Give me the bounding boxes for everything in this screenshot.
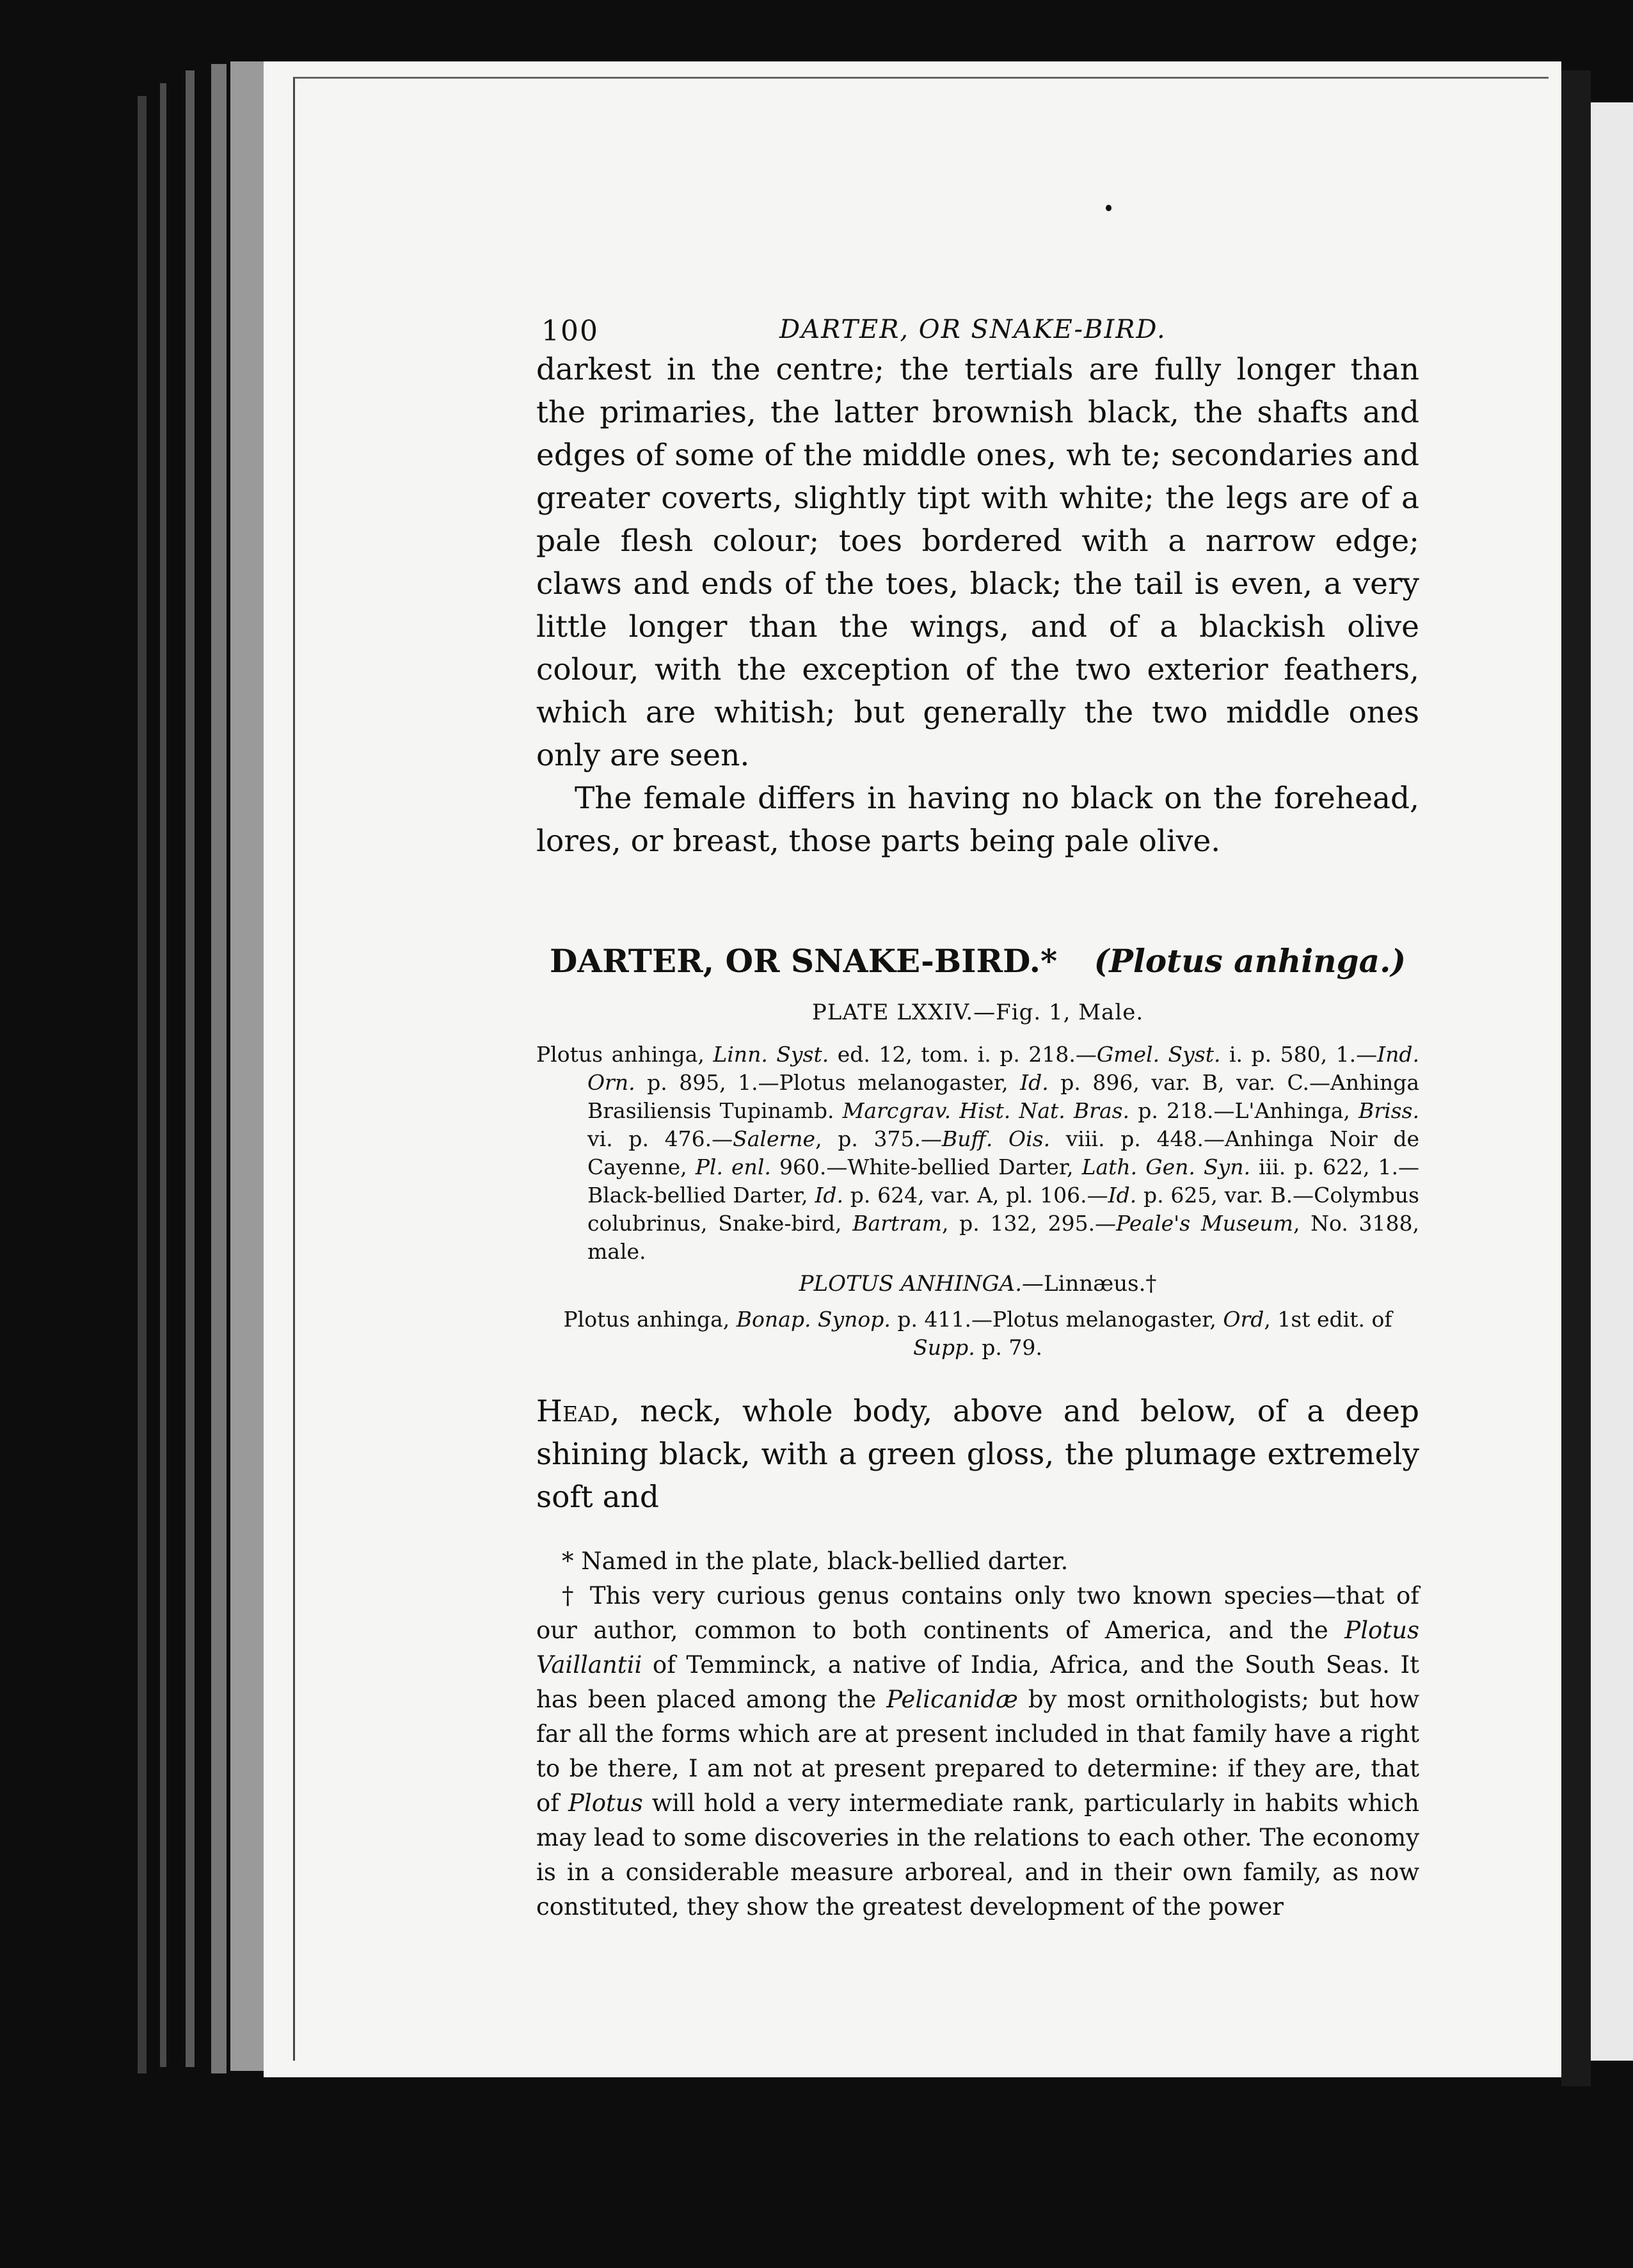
synonymy-segment: Marcgrav. Hist. Nat. Bras. [842,1098,1130,1123]
facing-page-edge [1591,102,1633,2061]
running-head [536,310,1419,348]
synonymy-segment: ed. 12, tom. i. p. 218.— [829,1042,1097,1067]
footnote-segment: Plotus Vaillantii [536,1617,1419,1679]
book-edge [160,83,166,2067]
synonymy-segment: 960.—White-bellied Darter, [770,1154,1082,1179]
continued-paragraph: darkest in the centre; the tertials are fully longer than the primaries, the latter brownish black, the shafts and edges of some of the middle ones, wh te; secondaries and greater coverts, slightly tipt with white; the legs are of a pale flesh colour; toes bordered with a narrow edge; claws and ends of the toes, black; the tail is even, a very little longer than the wings, and of a blackish olive colour, with the exception of the two exterior feathers, which are whitish; but generally the two middle ones only are seen. [536,352,1419,773]
footnote-segment: of Temminck, a native of India, Africa, and the South Seas. It has been placed among the [536,1651,1419,1713]
synonymy-segment: Id. [1020,1070,1049,1095]
plate-reference: PLATE LXXIV.—Fig. 1, Male. [811,1000,1144,1025]
synonymy-segment: Briss. [1358,1098,1419,1123]
species-subhead-name: PLOTUS ANHINGA. [799,1271,1023,1297]
synonymy-segment: iii. p. 622, 1.—Black-bellied Darter, [587,1154,1419,1208]
female-description-paragraph: The female differs in having no black on the forehead, lores, or breast, those parts being pale olive. [536,781,1419,859]
book-edge [211,64,227,2073]
synonymy-segment: p. 895, 1.—Plotus melanogaster, [635,1070,1021,1095]
synonymy-segment: i. p. 580, 1.— [1220,1042,1378,1067]
synonymy-segment: , p. 375.— [815,1126,942,1151]
description-paragraph [536,1390,1419,1519]
running-title: DARTER, OR SNAKE-BIRD. [779,315,1167,344]
synonymy2-segment: p. 79. [975,1335,1042,1360]
section-title-latin: (Plotus anhinga.) [1094,942,1406,980]
synonymy-segment: p. 218.—L'Anhinga, [1129,1098,1359,1123]
book-edge [138,96,147,2073]
synonymy2-segment: p. 411.—Plotus melanogaster, [890,1307,1223,1332]
synonymy2-segment: Plotus anhinga, [563,1307,737,1332]
synonymy-block-2 [536,1306,1419,1362]
footnote-segment: by most ornithologists; but how far all the forms which are at present included in that family have a right to be there, I am not at present prepared to determine: if they are, that of [536,1686,1419,1817]
lead-word: Head [536,1394,610,1429]
synonymy-segment: p. 896, var. B, var. C.—Anhinga Brasiliensis Tupinamb. [587,1070,1419,1123]
footnote-segment: Pelicanidæ [886,1686,1018,1713]
synonymy-segment: , p. 132, 295.— [941,1211,1117,1236]
book-edge [230,61,265,2071]
page-number: 100 [541,315,599,347]
synonymy-segment: vi. p. 476.— [587,1126,733,1151]
synonymy-segment: Ind. Orn. [587,1042,1419,1095]
synonymy-segment: , No. 3188, male. [587,1211,1419,1264]
synonymy-segment: Peale's Museum [1116,1211,1293,1236]
synonymy-segment: p. 624, var. A, pl. 106.— [843,1183,1108,1208]
synonymy-segment: Plotus anhinga, [536,1042,713,1067]
synonymy2-segment: Bonap. Synop. [736,1307,891,1332]
synonymy-segment: Buff. Ois. [942,1126,1051,1151]
species-subhead-author: —Linnæus.† [1022,1271,1157,1297]
ink-speck [1106,205,1111,211]
page-content [536,310,1419,1924]
synonymy2-segment: Ord [1223,1307,1264,1332]
species-subhead [536,1271,1419,1297]
footnote-segment: Plotus [568,1789,643,1817]
section-title-english: DARTER, OR SNAKE-BIRD.* [549,942,1058,980]
footnote-dagger [536,1579,1419,1924]
synonymy-segment: Salerne [733,1126,816,1151]
footnote-segment: * Named in the plate, black-bellied darter. [562,1547,1069,1575]
synonymy-segment: Gmel. Syst. [1096,1042,1221,1067]
section-title [536,942,1419,980]
synonymy-segment: Pl. enl. [695,1154,771,1179]
synonymy-segment: viii. p. 448.—Anhinga Noir de Cayenne, [587,1126,1420,1179]
synonymy-segment: Id. [815,1183,844,1208]
synonymy2-segment: , 1st edit. of [1264,1307,1392,1332]
book-edge [186,70,195,2067]
footnote-segment: † This very curious genus contains only two known species—that of our author, common to both continents of America, and the [536,1582,1419,1644]
gutter-shadow [1561,70,1591,2086]
synonymy-block [536,1041,1419,1266]
synonymy-segment: p. 625, var. B.—Colymbus colubrinus, Snake-bird, [587,1183,1419,1236]
synonymy-segment: Id. [1108,1183,1137,1208]
synonymy-segment: Linn. Syst. [713,1042,829,1067]
synonymy2-segment: Supp. [913,1335,975,1360]
synonymy-segment: Lath. Gen. Syn. [1081,1154,1250,1179]
footnote-asterisk [536,1544,1419,1579]
description-text: , neck, whole body, above and below, of a deep shining black, with a green gloss, the plumage extremely soft and [536,1394,1419,1515]
footnote-segment: will hold a very intermediate rank, particularly in habits which may lead to some discoveries in the relations to each other. The economy is in a considerable measure arboreal, and in their own family, as now constituted, they show the greatest development of the power [536,1789,1419,1921]
synonymy-segment: Bartram [852,1211,942,1236]
